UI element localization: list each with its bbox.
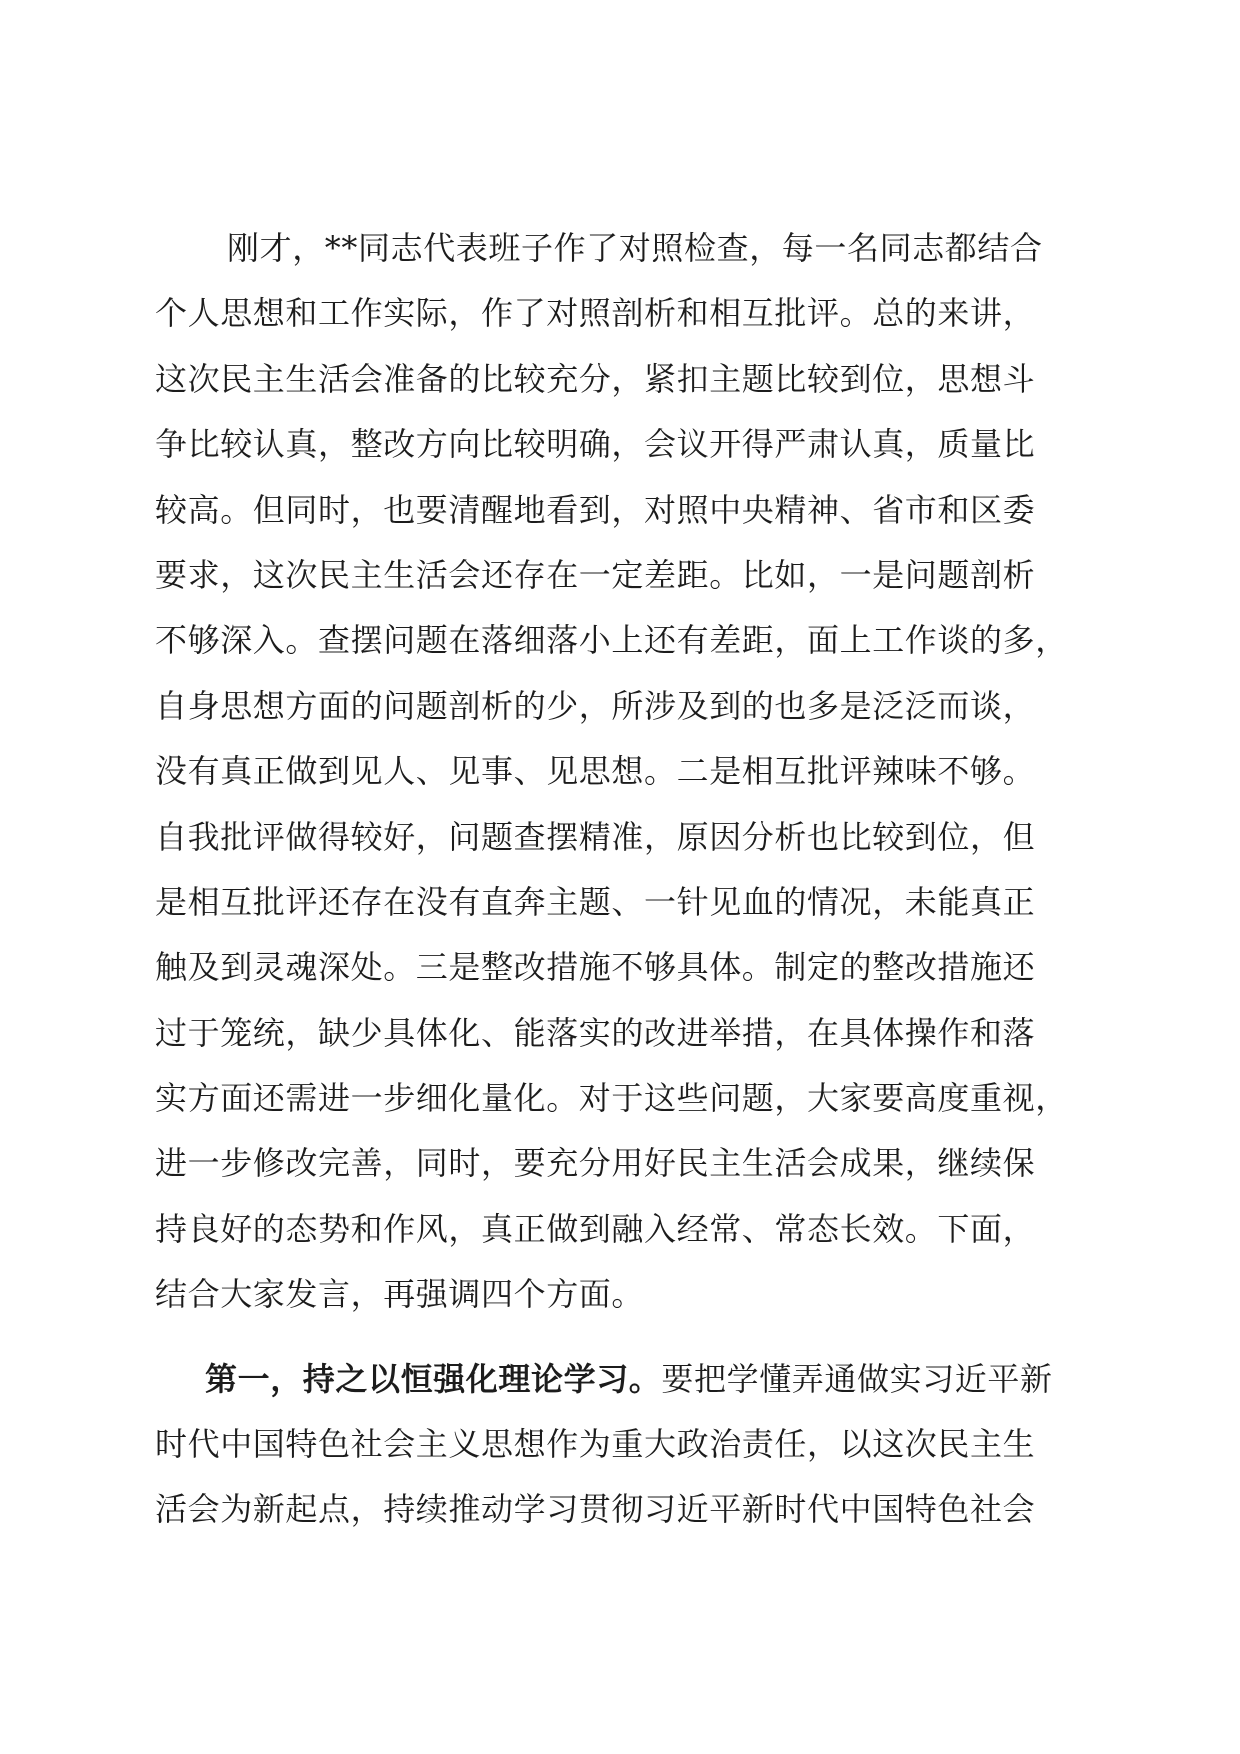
- text-line: 这次民主生活会准备的比较充分，紧扣主题比较到位，思想斗: [155, 359, 1036, 398]
- text-line: 争比较认真，整改方向比较明确，会议开得严肃认真，质量比: [155, 425, 1036, 464]
- document-body: [155, 216, 1095, 1543]
- text-line: 自身思想方面的问题剖析的少，所涉及到的也多是泛泛而谈，: [155, 686, 1036, 725]
- heading-line-rest: 要把学懂弄通做实习近平新: [661, 1359, 1053, 1398]
- text-line: 没有真正做到见人、见事、见思想。二是相互批评辣味不够。: [155, 752, 1036, 791]
- text-line: 持良好的态势和作风，真正做到融入经常、常态长效。下面，: [155, 1209, 1036, 1248]
- text-line: 个人思想和工作实际，作了对照剖析和相互批评。总的来讲，: [155, 294, 1036, 333]
- paragraph-2: [155, 1347, 1095, 1543]
- section-heading: 第一，持之以恒强化理论学习。: [205, 1359, 662, 1398]
- text-line: 不够深入。查摆问题在落细落小上还有差距，面上工作谈的多，: [155, 621, 1068, 660]
- text-line: 是相互批评还存在没有直奔主题、一针见血的情况，未能真正: [155, 882, 1036, 921]
- text-line: 活会为新起点，持续推动学习贯彻习近平新时代中国特色社会: [155, 1490, 1036, 1529]
- paragraph-1: [155, 216, 1095, 1328]
- text-line: 较高。但同时，也要清醒地看到，对照中央精神、省市和区委: [155, 490, 1036, 529]
- text-line: 实方面还需进一步细化量化。对于这些问题，大家要高度重视，: [155, 1079, 1068, 1118]
- text-line: [155, 1347, 1095, 1412]
- text-line: 自我批评做得较好，问题查摆精准，原因分析也比较到位，但: [155, 817, 1036, 856]
- text-line: 进一步修改完善，同时，要充分用好民主生活会成果，继续保: [155, 1144, 1036, 1183]
- text-line: 结合大家发言，再强调四个方面。: [155, 1275, 645, 1314]
- text-line: 过于笼统，缺少具体化、能落实的改进举措，在具体操作和落: [155, 1013, 1036, 1052]
- text-line: 刚才，**同志代表班子作了对照检查，每一名同志都结合: [227, 229, 1043, 267]
- text-line: 触及到灵魂深处。三是整改措施不够具体。制定的整改措施还: [155, 948, 1036, 987]
- text-line: 时代中国特色社会主义思想作为重大政治责任，以这次民主生: [155, 1425, 1036, 1464]
- text-line: 要求，这次民主生活会还存在一定差距。比如，一是问题剖析: [155, 555, 1036, 594]
